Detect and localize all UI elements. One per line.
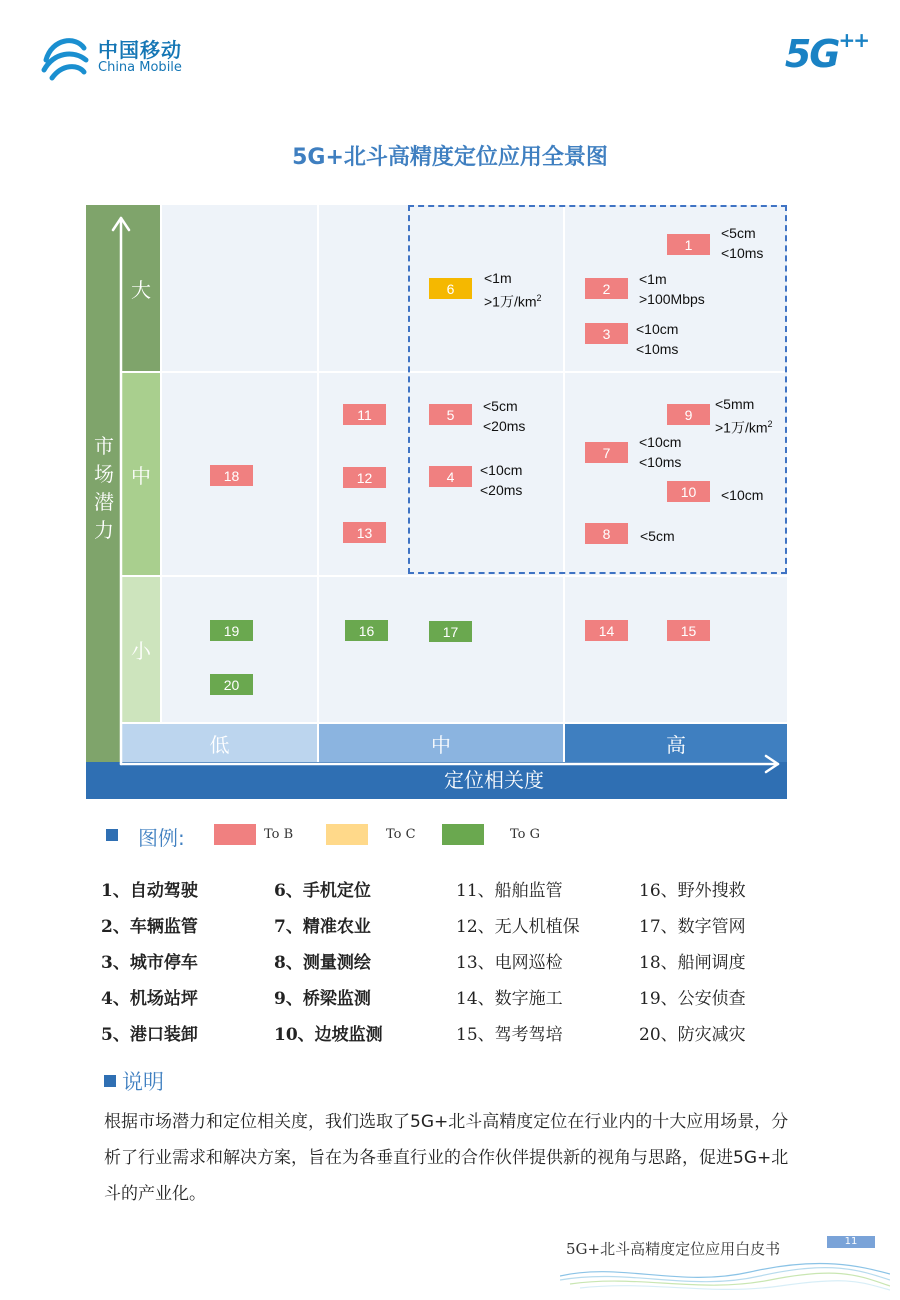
legend-label-toc: To C bbox=[386, 827, 416, 842]
list-item: 6、手机定位 bbox=[274, 881, 371, 901]
app-box-19: 19 bbox=[210, 620, 253, 641]
list-item: 2、车辆监管 bbox=[101, 917, 198, 937]
app-box-14: 14 bbox=[585, 620, 628, 641]
y-axis-label: 市场潜力 bbox=[94, 434, 114, 542]
app-box-2: 2 bbox=[585, 278, 628, 299]
logo-text-cn: 中国移动 bbox=[98, 38, 182, 62]
spec-6: <1m >1万$/km^2$ bbox=[484, 270, 542, 310]
section-bullet-icon bbox=[104, 1075, 116, 1087]
spec-4: <10cm <20ms bbox=[480, 462, 523, 498]
list-item: 5、港口装卸 bbox=[101, 1025, 198, 1045]
spec-1: <5cm <10ms bbox=[721, 225, 764, 261]
app-box-12: 12 bbox=[343, 467, 386, 488]
spec-8: <5cm bbox=[640, 528, 675, 544]
spec-5: <5cm <20ms bbox=[483, 398, 526, 434]
spec-2: <1m >100Mbps bbox=[639, 271, 705, 307]
list-item: 10、边坡监测 bbox=[274, 1025, 383, 1045]
legend-swatch-toc bbox=[326, 824, 368, 845]
app-box-9: 9 bbox=[667, 404, 710, 425]
col-label-high: 高 bbox=[565, 724, 787, 762]
list-item: 18、船闸调度 bbox=[639, 953, 746, 973]
spec-3: <10cm <10ms bbox=[636, 321, 679, 357]
list-item: 13、电网巡检 bbox=[456, 953, 563, 973]
list-item: 16、野外搜救 bbox=[639, 881, 746, 901]
explain-paragraph: 根据市场潜力和定位相关度，我们选取了5G+北斗高精度定位在行业内的十大应用场景，分析了行业需求和解决方案，旨在为各垂直行业的合作伙伴提供新的视角与思路，促进5G+北斗的产业化。 bbox=[104, 1112, 789, 1204]
list-item: 14、数字施工 bbox=[456, 989, 563, 1009]
section-title: 说明 bbox=[122, 1070, 164, 1094]
row-label-large: 大 bbox=[122, 205, 160, 371]
app-box-3: 3 bbox=[585, 323, 628, 344]
legend-swatch-tob bbox=[214, 824, 256, 845]
list-item: 7、精准农业 bbox=[274, 917, 371, 937]
legend-bullet-icon bbox=[106, 829, 118, 841]
app-box-10: 10 bbox=[667, 481, 710, 502]
col-label-medium: 中 bbox=[319, 724, 563, 762]
list-item: 3、城市停车 bbox=[101, 953, 198, 973]
list-item: 15、驾考驾培 bbox=[456, 1025, 563, 1045]
spec-7: <10cm <10ms bbox=[639, 434, 682, 470]
list-item: 11、船舶监管 bbox=[456, 881, 563, 901]
app-box-8: 8 bbox=[585, 523, 628, 544]
page-title: 5G+北斗高精度定位应用全景图 bbox=[292, 145, 608, 170]
list-item: 9、桥梁监测 bbox=[274, 989, 371, 1009]
row-label-medium: 中 bbox=[122, 373, 160, 575]
list-item: 17、数字管网 bbox=[639, 917, 746, 937]
footer-wave-icon bbox=[560, 1258, 890, 1298]
list-item: 12、无人机植保 bbox=[456, 917, 580, 937]
list-item: 19、公安侦查 bbox=[639, 989, 746, 1009]
app-box-13: 13 bbox=[343, 522, 386, 543]
page-number: 11 bbox=[844, 1236, 858, 1247]
spec-9: <5mm >1万$/km^2$ bbox=[715, 396, 773, 436]
list-item: 8、测量测绘 bbox=[274, 953, 371, 973]
list-item: 4、机场站坪 bbox=[101, 989, 198, 1009]
app-box-7: 7 bbox=[585, 442, 628, 463]
app-box-1: 1 bbox=[667, 234, 710, 255]
legend-title: 图例: bbox=[138, 826, 185, 850]
app-box-4: 4 bbox=[429, 466, 472, 487]
x-axis-label: 定位相关度 bbox=[444, 768, 544, 792]
list-item: 20、防灾减灾 bbox=[639, 1025, 746, 1045]
logo-text-en: China Mobile bbox=[98, 60, 182, 75]
footer-text: 5G+北斗高精度定位应用白皮书 bbox=[566, 1240, 781, 1258]
5g-badge: 5G++ bbox=[784, 28, 868, 76]
list-item: 1、自动驾驶 bbox=[101, 881, 198, 901]
app-box-18: 18 bbox=[210, 465, 253, 486]
app-box-20: 20 bbox=[210, 674, 253, 695]
app-box-11: 11 bbox=[343, 404, 386, 425]
spec-10: <10cm bbox=[721, 487, 764, 503]
legend-label-tog: To G bbox=[510, 827, 541, 842]
page-number-tab bbox=[827, 1236, 875, 1248]
app-box-17: 17 bbox=[429, 621, 472, 642]
app-box-5: 5 bbox=[429, 404, 472, 425]
app-box-15: 15 bbox=[667, 620, 710, 641]
row-label-small: 小 bbox=[122, 577, 160, 722]
legend-swatch-tog bbox=[442, 824, 484, 845]
col-label-low: 低 bbox=[122, 724, 317, 762]
app-box-16: 16 bbox=[345, 620, 388, 641]
legend-label-tob: To B bbox=[264, 827, 294, 842]
app-box-6: 6 bbox=[429, 278, 472, 299]
